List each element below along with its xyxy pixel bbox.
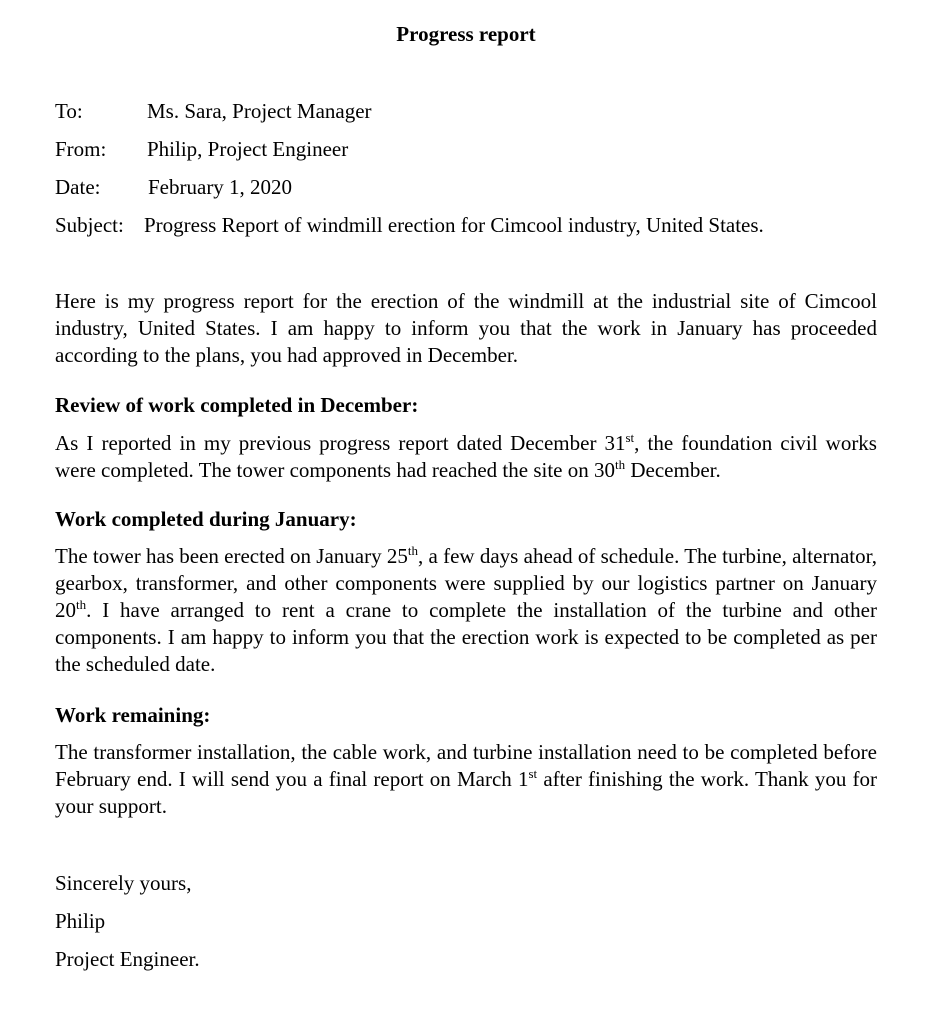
ordinal-suffix: st bbox=[625, 430, 635, 445]
subject-line bbox=[55, 211, 764, 239]
signature-role: Project Engineer. bbox=[55, 947, 200, 971]
section-text: As I reported in my previous progress report dated December 31 bbox=[55, 431, 626, 455]
section-text: . I have arranged to rent a crane to complete the installation of the turbine and other components. I am happy to inform you that the erection work is expected to be completed as per the scheduled date. bbox=[55, 598, 877, 676]
section-text: The tower has been erected on January 25 bbox=[55, 544, 408, 568]
section-text: , the foundation civil works were completed. The tower components had reached the site on 30 bbox=[55, 431, 877, 482]
section-heading-january: Work completed during January: bbox=[55, 507, 357, 531]
ordinal-suffix: th bbox=[407, 543, 419, 558]
subject-value: Progress Report of windmill erection for Cimcool industry, United States. bbox=[144, 213, 764, 237]
intro-paragraph: Here is my progress report for the erection of the windmill at the industrial site of Cimcool industry, United States. I am happy to inform you that the work in January has proceeded according to the plans, you had approved in December. bbox=[55, 289, 877, 367]
from-line bbox=[55, 135, 349, 163]
section-text: after finishing the work. Thank you for your support. bbox=[55, 767, 877, 818]
ordinal-suffix: st bbox=[528, 766, 538, 781]
closing-salutation: Sincerely yours, bbox=[55, 871, 192, 895]
section-body-december bbox=[55, 430, 877, 484]
section-text: The transformer installation, the cable work, and turbine installation need to be completed before February end. I will send you a final report on March 1 bbox=[55, 740, 877, 791]
document-title: Progress report bbox=[396, 22, 536, 46]
section-body-remaining bbox=[55, 739, 877, 820]
signature-name: Philip bbox=[55, 909, 106, 933]
to-line bbox=[55, 97, 372, 125]
ordinal-suffix: th bbox=[615, 457, 626, 472]
date-value: February 1, 2020 bbox=[148, 175, 293, 199]
section-text: December. bbox=[625, 458, 721, 482]
from-value: Philip, Project Engineer bbox=[147, 137, 349, 161]
section-body-january bbox=[55, 543, 877, 678]
to-value: Ms. Sara, Project Manager bbox=[147, 99, 372, 123]
ordinal-suffix: th bbox=[76, 597, 87, 612]
date-line bbox=[55, 173, 293, 201]
date-label: Date: bbox=[55, 175, 101, 199]
section-heading-december: Review of work completed in December: bbox=[55, 393, 419, 417]
subject-label: Subject: bbox=[55, 213, 124, 237]
from-label: From: bbox=[55, 137, 107, 161]
to-label: To: bbox=[55, 99, 83, 123]
section-heading-remaining: Work remaining: bbox=[55, 703, 211, 727]
section-text: , a few days ahead of schedule. The turbine, alternator, gearbox, transformer, and other components were supplied by our logistics partner on January 20 bbox=[55, 544, 877, 622]
